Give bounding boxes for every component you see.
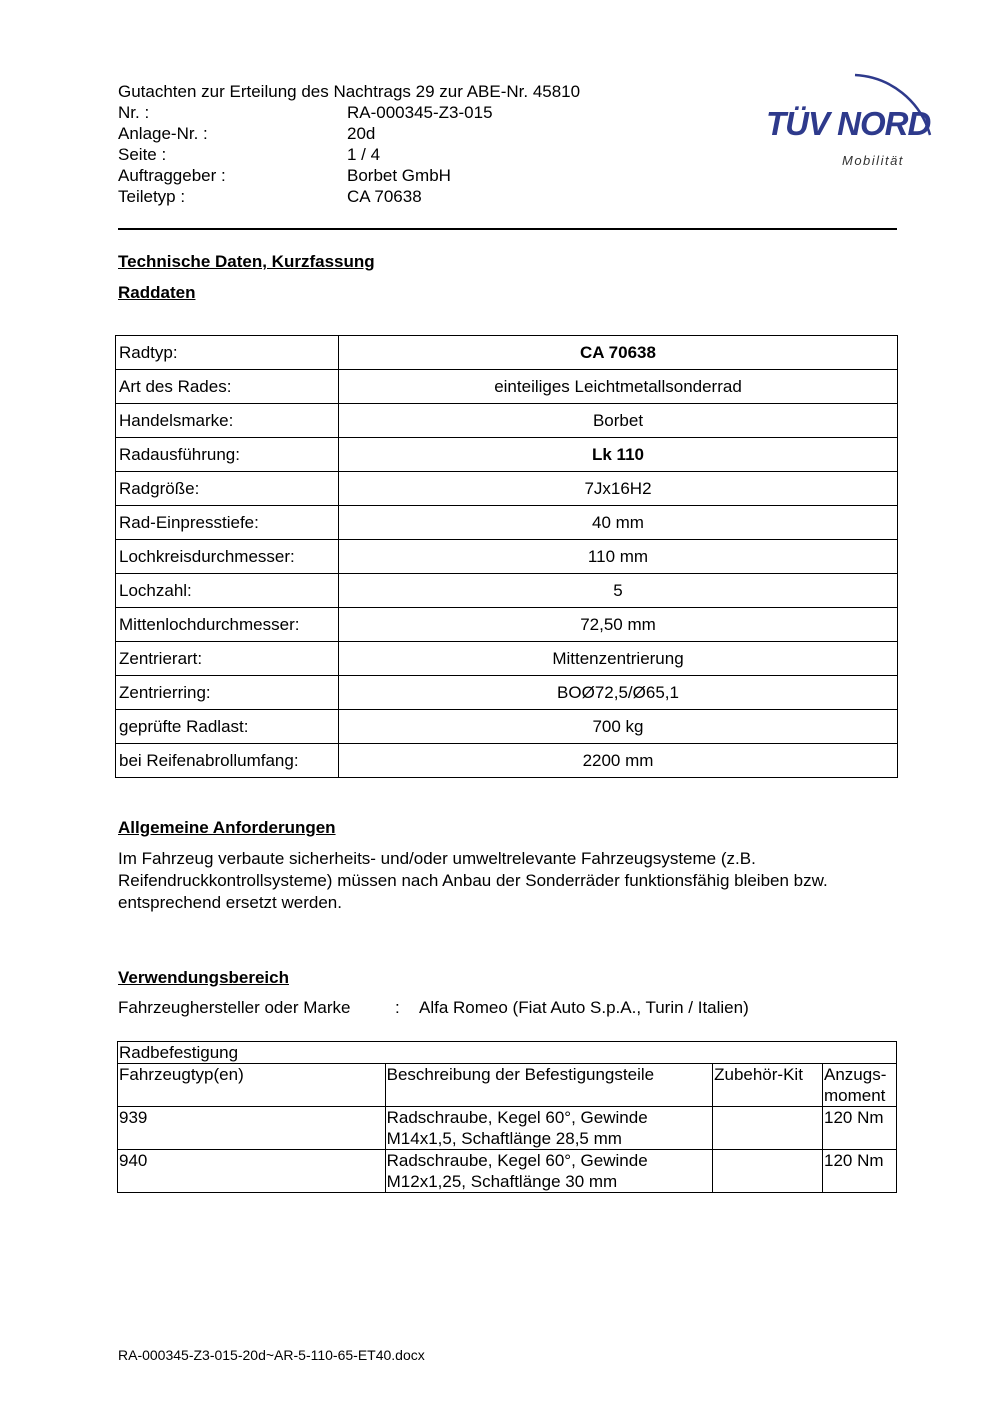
section-title-allgemein: Allgemeine Anforderungen: [118, 818, 336, 837]
column-header: Zubehör-Kit: [713, 1064, 823, 1107]
cell-typ: 940: [118, 1150, 386, 1193]
table-value: 2200 mm: [339, 744, 898, 778]
table-row: [118, 1150, 897, 1193]
table-key: Zentrierring:: [116, 676, 339, 710]
logo-brand-text: TÜV NORD: [766, 105, 931, 142]
table-header-row: [118, 1064, 897, 1107]
section-title-tech: Technische Daten, Kurzfassung: [118, 252, 375, 271]
cell-desc: Radschraube, Kegel 60°, Gewinde M14x1,5, Schaftlänge 28,5 mm: [385, 1107, 712, 1150]
table-key: Handelsmarke:: [116, 404, 339, 438]
table-value: einteiliges Leichtmetallsonderrad: [339, 370, 898, 404]
table-key: Art des Rades:: [116, 370, 339, 404]
cell-desc: Radschraube, Kegel 60°, Gewinde M12x1,25, Schaftlänge 30 mm: [385, 1150, 712, 1193]
table-key: Lochzahl:: [116, 574, 339, 608]
header-label: Teiletyp :: [118, 187, 186, 206]
table-key: geprüfte Radlast:: [116, 710, 339, 744]
section-title-verwendung: Verwendungsbereich: [118, 968, 289, 987]
table-row: [116, 472, 898, 506]
table-row: [116, 642, 898, 676]
table-value: Lk 110: [339, 438, 898, 472]
table-key: bei Reifenabrollumfang:: [116, 744, 339, 778]
table-value: BOØ72,5/Ø65,1: [339, 676, 898, 710]
table-value: 40 mm: [339, 506, 898, 540]
table-value: CA 70638: [339, 336, 898, 370]
cell-moment: 120 Nm: [823, 1150, 897, 1193]
column-header: Fahrzeugtyp(en): [118, 1064, 386, 1107]
logo-subtitle-text: Mobilität: [842, 153, 904, 168]
requirements-paragraph: Im Fahrzeug verbaute sicherheits- und/oder umweltrelevante Fahrzeugsysteme (z.B. Reifendruckkontrollsysteme) müssen nach Anbau der Sonderräder funktionsfähig bleiben bzw. entsprechend ersetzt werden.: [118, 849, 828, 912]
table-row: [116, 540, 898, 574]
table-value: 7Jx16H2: [339, 472, 898, 506]
header-value: 1 / 4: [347, 145, 381, 164]
table-key: Rad-Einpresstiefe:: [116, 506, 339, 540]
usage-label: Fahrzeughersteller oder Marke: [118, 998, 351, 1017]
wheel-data-table: [115, 335, 898, 778]
table-value: 72,50 mm: [339, 608, 898, 642]
table-row: [116, 574, 898, 608]
table-row: [116, 438, 898, 472]
table-row: [116, 710, 898, 744]
wheel-fixing-table: [117, 1041, 897, 1193]
table-key: Lochkreisdurchmesser:: [116, 540, 339, 574]
table-row: [116, 676, 898, 710]
usage-separator: :: [395, 998, 400, 1017]
table-value: 110 mm: [339, 540, 898, 574]
cell-kit: [713, 1150, 823, 1193]
header-value: CA 70638: [347, 187, 422, 206]
header-label: Auftraggeber :: [118, 166, 226, 185]
tuv-nord-logo: [760, 55, 945, 175]
header-label: Anlage-Nr. :: [118, 124, 208, 143]
header-value: RA-000345-Z3-015: [347, 103, 493, 122]
table-key: Radgröße:: [116, 472, 339, 506]
table-value: Mittenzentrierung: [339, 642, 898, 676]
table-key: Mittenlochdurchmesser:: [116, 608, 339, 642]
table-row: [116, 336, 898, 370]
table-title: Radbefestigung: [118, 1042, 897, 1064]
table-value: Borbet: [339, 404, 898, 438]
column-header: Anzugs-moment: [823, 1064, 897, 1107]
table-key: Zentrierart:: [116, 642, 339, 676]
footer-filename: RA-000345-Z3-015-20d~AR-5-110-65-ET40.docx: [118, 1347, 425, 1363]
usage-value: Alfa Romeo (Fiat Auto S.p.A., Turin / Italien): [419, 998, 749, 1017]
cell-moment: 120 Nm: [823, 1107, 897, 1150]
table-key: Radausführung:: [116, 438, 339, 472]
cell-kit: [713, 1107, 823, 1150]
logo-arc-icon: [760, 55, 945, 175]
table-value: 5: [339, 574, 898, 608]
header-label: Seite :: [118, 145, 167, 164]
header-label: Nr. :: [118, 103, 150, 122]
document-title: Gutachten zur Erteilung des Nachtrags 29 zur ABE-Nr. 45810: [118, 82, 581, 101]
table-row: [118, 1107, 897, 1150]
table-value: 700 kg: [339, 710, 898, 744]
table-title-row: [118, 1042, 897, 1064]
header-value: Borbet GmbH: [347, 166, 451, 185]
table-row: [116, 506, 898, 540]
section-title-raddaten: Raddaten: [118, 283, 196, 302]
column-header: Beschreibung der Befestigungsteile: [385, 1064, 712, 1107]
table-key: Radtyp:: [116, 336, 339, 370]
cell-typ: 939: [118, 1107, 386, 1150]
header-divider: [118, 228, 897, 230]
table-row: [116, 744, 898, 778]
table-row: [116, 608, 898, 642]
table-row: [116, 370, 898, 404]
table-row: [116, 404, 898, 438]
header-value: 20d: [347, 124, 376, 143]
